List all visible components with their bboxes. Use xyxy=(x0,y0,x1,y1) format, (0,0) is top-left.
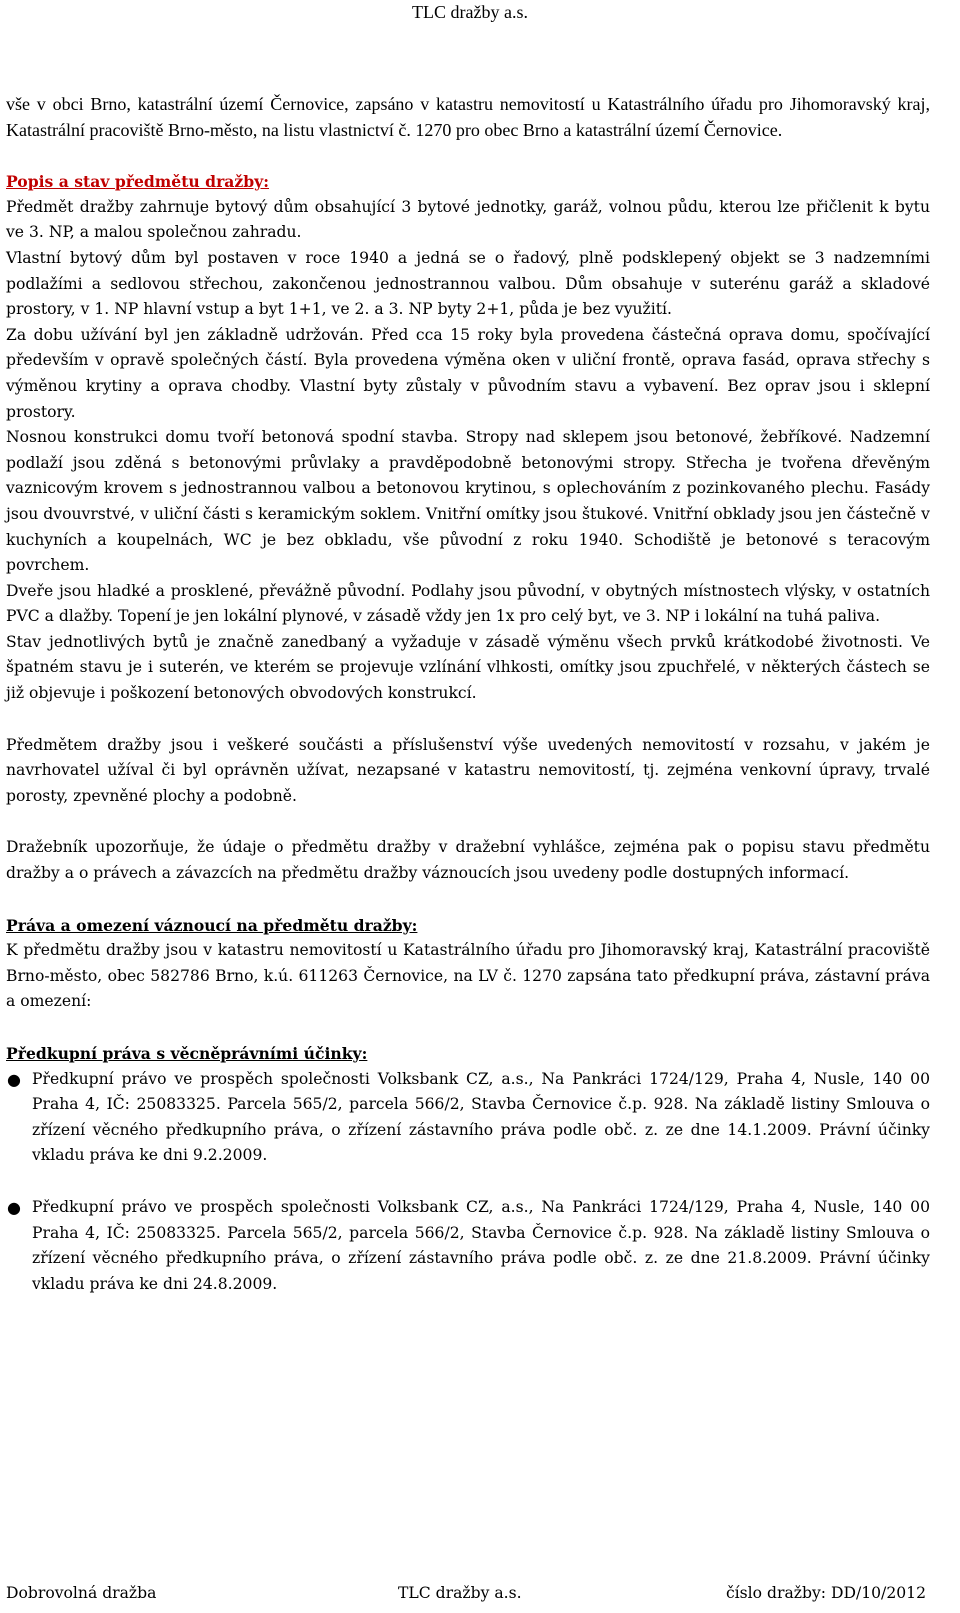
footer-right: číslo dražby: DD/10/2012 xyxy=(725,1584,926,1602)
popis-paragraph: Vlastní bytový dům byl postaven v roce 1940 a jedná se o řadový, plně podsklepený objekt se 3 nadzemními podlažími a sedlovou střechou, zakončenou jednostrannou valbou. Dům obsahuje v suterénu garáž a skladové prostory, v 1. NP hlavní vstup a byt 1+1, ve 2. a 3. NP byty 2+1, půda je bez využití. xyxy=(6,248,930,319)
footer-center: TLC dražby a.s. xyxy=(398,1584,522,1602)
popis-paragraph: Nosnou konstrukci domu tvoří betonová spodní stavba. Stropy nad sklepem jsou betonové, žebříkové. Nadzemní podlaží jsou zděná s betonovými průvlaky a pravděpodobně betonovými stropy. Střecha je tvořena dřevěným vaznicovým krovem s jednostrannou valbou a betonovou krytinou, s oplechováním z pozinkovaného plechu. Fasády jsou dvouvrstvé, v uliční části s keramickým soklem. Vnitřní omítky jsou štukové. Vnitřní obklady jsou jen částečně v kuchyních a koupelnách, WC je bez obkladu, vše původní z roku 1940. Schodiště je betonové s teracovým povrchem. xyxy=(6,428,930,575)
list-item xyxy=(6,1067,930,1169)
soucasti-paragraph: Předmětem dražby jsou i veškeré součásti a příslušenství výše uvedených nemovitostí v rozsahu, v jakém je navrhovatel užíval či byl oprávněn užívat, nezapsané v katastru nemovitostí, tj. zejména venkovní úpravy, trvalé porosty, zpevněné plochy a podobně. xyxy=(6,735,930,805)
document-body xyxy=(6,92,930,1297)
section-heading-predkupni: Předkupní práva s věcněprávními účinky: xyxy=(6,1044,368,1063)
bullet-icon: ● xyxy=(7,1197,21,1217)
footer-left: Dobrovolná dražba xyxy=(6,1584,157,1602)
upozorneni-paragraph: Dražebník upozorňuje, že údaje o předmětu dražby v dražební vyhlášce, zejména pak o popisu stavu předmětu dražby a o právech a závazcích na předmětu dražby váznoucích jsou uvedeny podle dostupných informací. xyxy=(6,838,930,883)
popis-paragraph: Za dobu užívání byl jen základně udržován. Před cca 15 roky byla provedena částečná oprava domu, spočívající především v opravě společných částí. Byla provedena výměna oken v uliční frontě, oprava fasád, oprava střechy s výměnou krytiny a oprava chodby. Vlastní byty zůstaly v původním stavu a vybavení. Bez oprav jsou i sklepní prostory. xyxy=(6,325,930,421)
list-item-text: Předkupní právo ve prospěch společnosti Volksbank CZ, a.s., Na Pankráci 1724/129, Praha 4, Nusle, 140 00 Praha 4, IČ: 25083325. Parcela 565/2, parcela 566/2, Stavba Černovice č.p. 928. Na základě listiny Smlouva o zřízení věcného předkupního práva, o zřízení zástavního práva podle obč. z. ze dne 21.8.2009. Právní účinky vkladu práva ke dni 24.8.2009. xyxy=(32,1197,930,1293)
section-heading-popis: Popis a stav předmětu dražby: xyxy=(6,172,269,192)
list-spacer xyxy=(6,1169,930,1195)
popis-paragraph: Dveře jsou hladké a prosklené, převážně původní. Podlahy jsou původní, v obytných místnostech vlýsky, v ostatních PVC a dlažby. Topení je jen lokální plynové, v zásadě vždy jen 1x pro celý byt, ve 3. NP i lokální na tuhá paliva. xyxy=(6,581,930,626)
list-item xyxy=(6,1195,930,1297)
page-footer xyxy=(6,1584,926,1610)
popis-paragraph: Předmět dražby zahrnuje bytový dům obsahující 3 bytové jednotky, garáž, volnou půdu, kterou lze přičlenit k bytu ve 3. NP, a malou společnou zahradu. xyxy=(6,197,930,242)
prava-paragraph: K předmětu dražby jsou v katastru nemovitostí u Katastrálního úřadu pro Jihomoravský kraj, Katastrální pracoviště Brno-město, obec 582786 Brno, k.ú. 611263 Černovice, na LV č. 1270 zapsána tato předkupní práva, zástavní práva a omezení: xyxy=(6,941,930,1011)
intro-paragraph: vše v obci Brno, katastrální území Černovice, zapsáno v katastru nemovitostí u Katastrálního úřadu pro Jihomoravský kraj, Katastrální pracoviště Brno-město, na listu vlastnictví č. 1270 pro obec Brno a katastrální území Černovice. xyxy=(6,94,930,140)
predkupni-list xyxy=(6,1067,930,1298)
list-item-text: Předkupní právo ve prospěch společnosti Volksbank CZ, a.s., Na Pankráci 1724/129, Praha 4, Nusle, 140 00 Praha 4, IČ: 25083325. Parcela 565/2, parcela 566/2, Stavba Černovice č.p. 928. Na základě listiny Smlouva o zřízení věcného předkupního práva, o zřízení zástavního práva podle obč. z. ze dne 14.1.2009. Právní účinky vkladu práva ke dni 9.2.2009. xyxy=(32,1069,930,1165)
bullet-icon: ● xyxy=(7,1069,21,1089)
page-header: TLC dražby a.s. xyxy=(412,2,528,22)
section-heading-prava: Práva a omezení váznoucí na předmětu dražby: xyxy=(6,915,418,935)
popis-paragraph: Stav jednotlivých bytů je značně zanedbaný a vyžaduje v zásadě výměnu všech prvků krátkodobé životnosti. Ve špatném stavu je i suterén, ve kterém se projevuje vzlínání vlhkosti, omítky jsou zpuchřelé, v některých částech se již objevuje i poškození betonových obvodových konstrukcí. xyxy=(6,632,930,703)
